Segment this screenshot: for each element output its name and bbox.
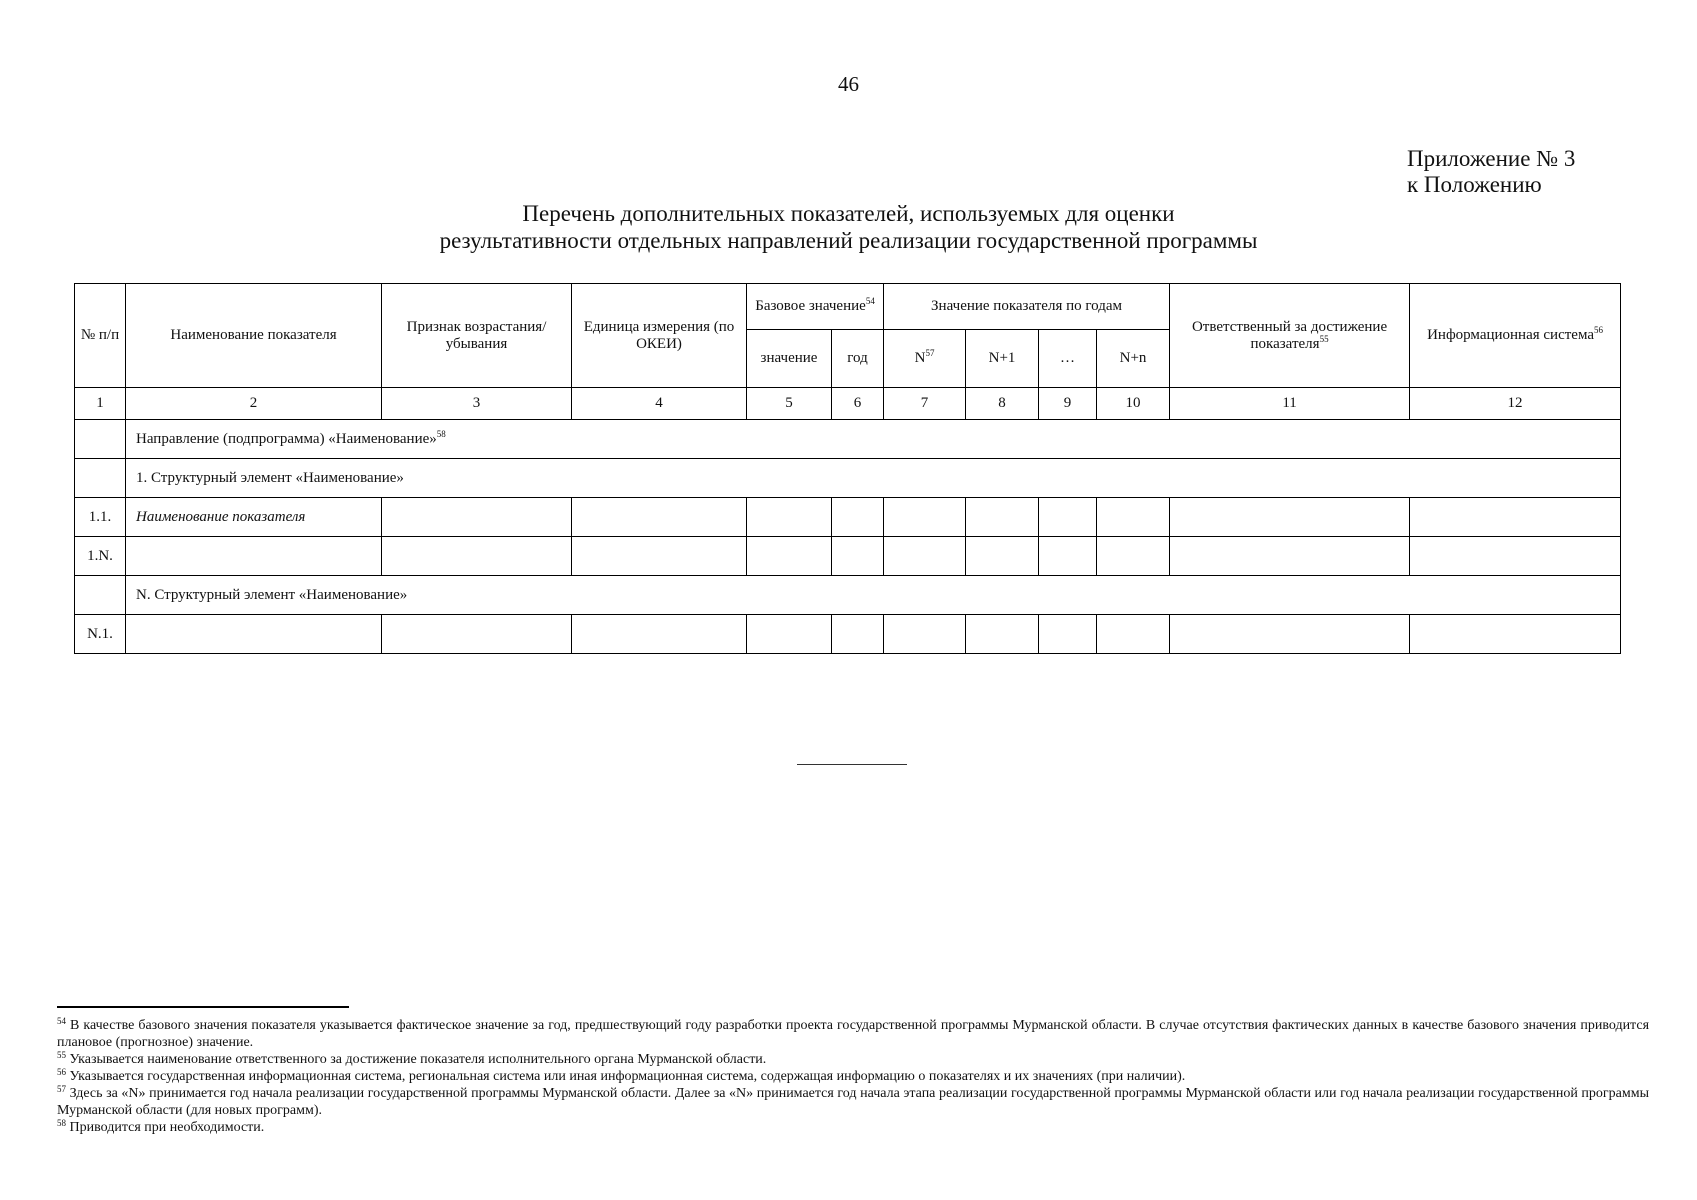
structural-element-n-row — [75, 576, 1621, 615]
empty-cell — [126, 615, 382, 654]
empty-cell — [382, 498, 572, 537]
document-title — [0, 200, 1697, 254]
header-info-system-label: Информационная система — [1427, 327, 1594, 343]
footnote-56 — [57, 1068, 1649, 1085]
footnote-text: Указывается наименование ответственного за достижение показателя исполнительного органа Мурманской области. — [69, 1052, 767, 1067]
header-row-1 — [75, 284, 1621, 330]
appendix-line-2: к Положению — [1407, 172, 1542, 197]
direction-label — [126, 420, 1621, 459]
header-num: № п/п — [75, 284, 126, 388]
footnote-ref-55: 55 — [1319, 333, 1329, 344]
header-responsible — [1170, 284, 1410, 388]
column-number: 12 — [1410, 388, 1621, 420]
column-number: 4 — [572, 388, 747, 420]
empty-cell — [966, 498, 1039, 537]
footnote-text: Приводится при необходимости. — [69, 1120, 265, 1135]
empty-cell — [1097, 615, 1170, 654]
header-base-label: Базовое значение — [755, 298, 866, 314]
column-number: 5 — [747, 388, 832, 420]
empty-cell — [966, 537, 1039, 576]
header-base-value: значение — [747, 330, 832, 388]
empty-cell — [382, 615, 572, 654]
footnote-55 — [57, 1051, 1649, 1068]
footnote-text: Здесь за «N» принимается год начала реализации государственной программы Мурманской области. Далее за «N» принимается год начала этапа реализации государственной программы Мурманской области или год начала реализации государственной программы Мурманской области (для новых программ). — [57, 1086, 1649, 1118]
footnote-marker: 54 — [57, 1016, 66, 1026]
document-title-line-2: результативности отдельных направлений реализации государственной программы — [439, 228, 1258, 253]
footnote-54 — [57, 1017, 1649, 1051]
empty-cell — [572, 498, 747, 537]
empty-cell — [884, 498, 966, 537]
footnote-marker: 57 — [57, 1084, 66, 1094]
direction-text: Направление (подпрограмма) «Наименование» — [136, 430, 437, 447]
column-number: 8 — [966, 388, 1039, 420]
header-base-year: год — [832, 330, 884, 388]
empty-cell — [747, 498, 832, 537]
footnote-marker: 55 — [57, 1050, 66, 1060]
empty-cell — [382, 537, 572, 576]
footnote-text: Указывается государственная информационная система, региональная система или иная информационная система, содержащая информацию о показателях и их значениях (при наличии). — [69, 1069, 1186, 1084]
indicator-name: Наименование показателя — [126, 498, 382, 537]
column-number: 10 — [1097, 388, 1170, 420]
empty-cell — [1170, 537, 1410, 576]
empty-cell — [832, 615, 884, 654]
empty-cell — [832, 498, 884, 537]
header-responsible-label: Ответственный за достижение показателя — [1191, 318, 1388, 352]
empty-cell — [1170, 498, 1410, 537]
empty-cell — [1170, 615, 1410, 654]
empty-cell — [75, 459, 126, 498]
column-number: 1 — [75, 388, 126, 420]
structural-element-n-label: N. Структурный элемент «Наименование» — [126, 576, 1621, 615]
header-name: Наименование показателя — [126, 284, 382, 388]
row-number: N.1. — [75, 615, 126, 654]
header-info-system — [1410, 284, 1621, 388]
empty-cell — [884, 615, 966, 654]
appendix-line-1: Приложение № 3 — [1407, 146, 1576, 171]
row-number: 1.N. — [75, 537, 126, 576]
structural-element-1-label: 1. Структурный элемент «Наименование» — [126, 459, 1621, 498]
footnote-ref-57: 57 — [925, 348, 935, 358]
empty-cell — [572, 615, 747, 654]
separator-rule — [797, 764, 907, 765]
column-number: 2 — [126, 388, 382, 420]
column-number: 9 — [1039, 388, 1097, 420]
column-number: 7 — [884, 388, 966, 420]
empty-cell — [1410, 498, 1621, 537]
empty-cell — [126, 537, 382, 576]
column-numbers-row — [75, 388, 1621, 420]
empty-cell — [75, 576, 126, 615]
footnote-separator — [57, 1006, 349, 1008]
header-sign: Признак возрастания/ убывания — [382, 284, 572, 388]
table-row — [75, 537, 1621, 576]
header-unit: Единица измерения (по ОКЕИ) — [572, 284, 747, 388]
structural-element-1-row — [75, 459, 1621, 498]
header-base — [747, 284, 884, 330]
empty-cell — [966, 615, 1039, 654]
empty-cell — [1039, 498, 1097, 537]
footnote-ref-54: 54 — [865, 296, 875, 306]
column-number: 3 — [382, 388, 572, 420]
footnote-marker: 58 — [57, 1118, 66, 1128]
empty-cell — [1410, 537, 1621, 576]
column-number: 11 — [1170, 388, 1410, 420]
empty-cell — [572, 537, 747, 576]
footnote-text: В качестве базового значения показателя указывается фактическое значение за год, предшествующий году разработки проекта государственной программы Мурманской области. В случае отсутствия фактических данных в качестве базового значения приводится плановое (прогнозное) значение. — [57, 1018, 1650, 1050]
empty-cell — [747, 615, 832, 654]
empty-cell — [884, 537, 966, 576]
footnote-58 — [57, 1119, 1649, 1136]
table-row — [75, 615, 1621, 654]
empty-cell — [1097, 537, 1170, 576]
direction-row — [75, 420, 1621, 459]
empty-cell — [75, 420, 126, 459]
header-year-n1: N+1 — [966, 330, 1039, 388]
document-title-line-1: Перечень дополнительных показателей, используемых для оценки — [522, 201, 1175, 226]
appendix-label — [1407, 146, 1575, 198]
header-year-n — [884, 330, 966, 388]
page-number: 46 — [838, 72, 859, 96]
table-row — [75, 498, 1621, 537]
header-year-nn: N+n — [1097, 330, 1170, 388]
header-year-dots: … — [1039, 330, 1097, 388]
column-number: 6 — [832, 388, 884, 420]
footnote-ref-58: 58 — [436, 428, 446, 439]
empty-cell — [1097, 498, 1170, 537]
header-year-n-label: N — [914, 350, 926, 366]
footnote-57 — [57, 1085, 1649, 1119]
footnote-ref-56: 56 — [1594, 325, 1603, 335]
row-number: 1.1. — [75, 498, 126, 537]
footnotes — [57, 1017, 1649, 1136]
header-years: Значение показателя по годам — [884, 284, 1170, 330]
empty-cell — [1039, 537, 1097, 576]
empty-cell — [1410, 615, 1621, 654]
empty-cell — [832, 537, 884, 576]
empty-cell — [747, 537, 832, 576]
empty-cell — [1039, 615, 1097, 654]
footnote-marker: 56 — [57, 1067, 66, 1077]
indicators-table — [74, 283, 1621, 654]
